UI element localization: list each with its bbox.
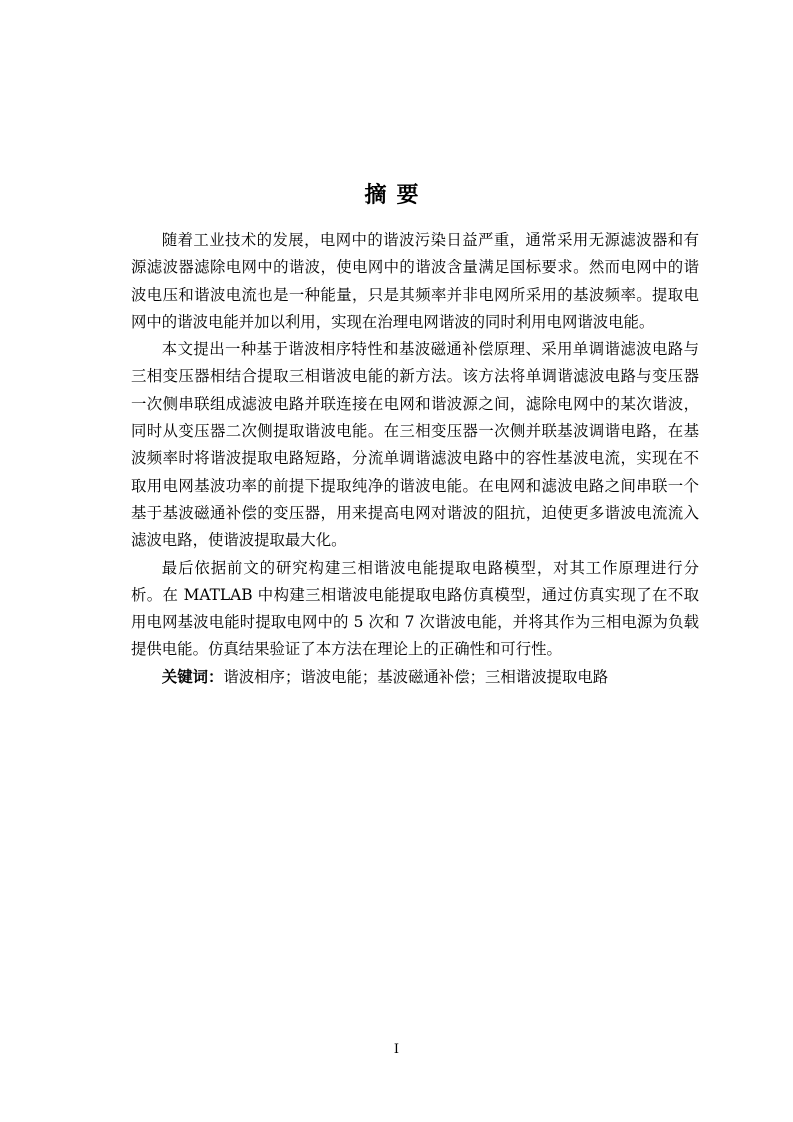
page-number: I: [393, 1042, 400, 1057]
abstract-paragraph-1: 随着工业技术的发展，电网中的谐波污染日益严重，通常采用无源滤波器和有源滤波器滤除电网中的谐波，使电网中的谐波含量满足国标要求。然而电网中的谐波电压和谐波电流也是一种能量，只是其频率并非电网所采用的基波频率。提取电网中的谐波电能并加以利用，实现在治理电网谐波的同时利用电网谐波电能。: [131, 231, 699, 331]
keywords-line: [131, 664, 699, 691]
keywords-label: 关键词：: [161, 667, 224, 686]
abstract-title: 摘要: [364, 183, 429, 208]
abstract-paragraph-3: 最后依据前文的研究构建三相谐波电能提取电路模型，对其工作原理进行分析。在 MATLAB 中构建三相谐波电能提取电路仿真模型，通过仿真实现了在不取用电网基波电能时提取电网中的 5 次和 7 次谐波电能，并将其作为三相电源为负载提供电能。仿真结果验证了本方法在理论上的正确性和可行性。: [131, 558, 699, 659]
keywords-text: 谐波相序；谐波电能；基波磁通补偿；三相谐波提取电路: [223, 667, 609, 686]
abstract-paragraph-2: 本文提出一种基于谐波相序特性和基波磁通补偿原理、采用单调谐滤波电路与三相变压器相结合提取三相谐波电能的新方法。该方法将单调谐滤波电路与变压器一次侧串联组成滤波电路并联连接在电网和谐波源之间，滤除电网中的某次谐波，同时从变压器二次侧提取谐波电能。在三相变压器一次侧并联基波调谐电路，在基波频率时将谐波提取电路短路，分流单调谐滤波电路中的容性基波电流，实现在不取用电网基波功率的前提下提取纯净的谐波电能。在电网和滤波电路之间串联一个基于基波磁通补偿的变压器，用来提高电网对谐波的阻抗，迫使更多谐波电流流入滤波电路，使谐波提取最大化。: [131, 340, 699, 550]
abstract-body: [131, 227, 699, 691]
